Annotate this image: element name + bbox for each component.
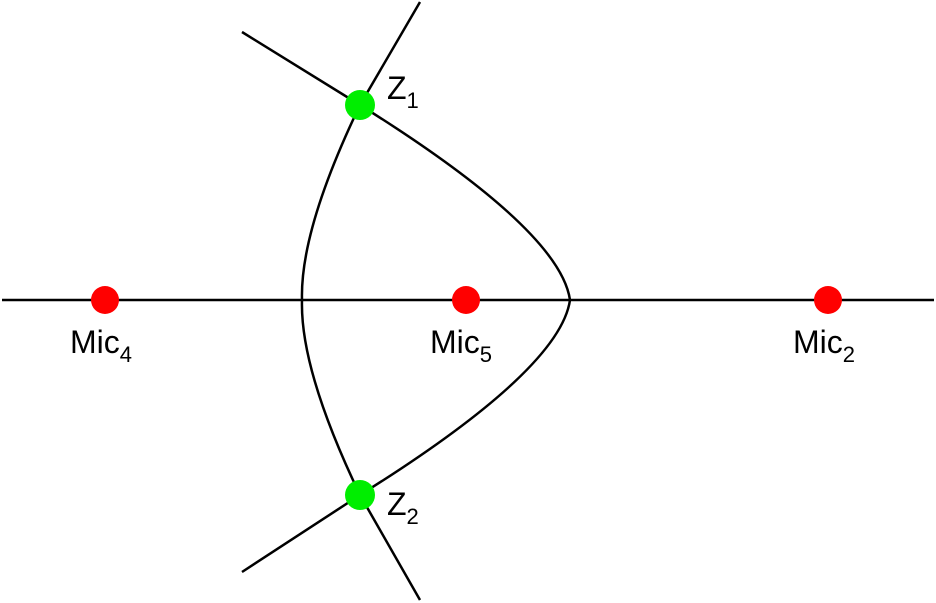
intersection-z2-marker — [345, 480, 375, 510]
microphone-2-label: Mic$_2$ — [793, 324, 856, 367]
intersection-z1-label: $Z_1$ — [387, 70, 419, 113]
intersection-z1-marker — [345, 90, 375, 120]
microphone-4-label: Mic$_4$ — [70, 324, 133, 367]
microphone-4-marker — [91, 286, 119, 314]
microphone-2-marker — [814, 286, 842, 314]
intersection-z2-label: $Z_2$ — [387, 486, 419, 529]
microphone-5-label: Mic$_5$ — [430, 324, 493, 367]
microphone-5-marker — [452, 286, 480, 314]
